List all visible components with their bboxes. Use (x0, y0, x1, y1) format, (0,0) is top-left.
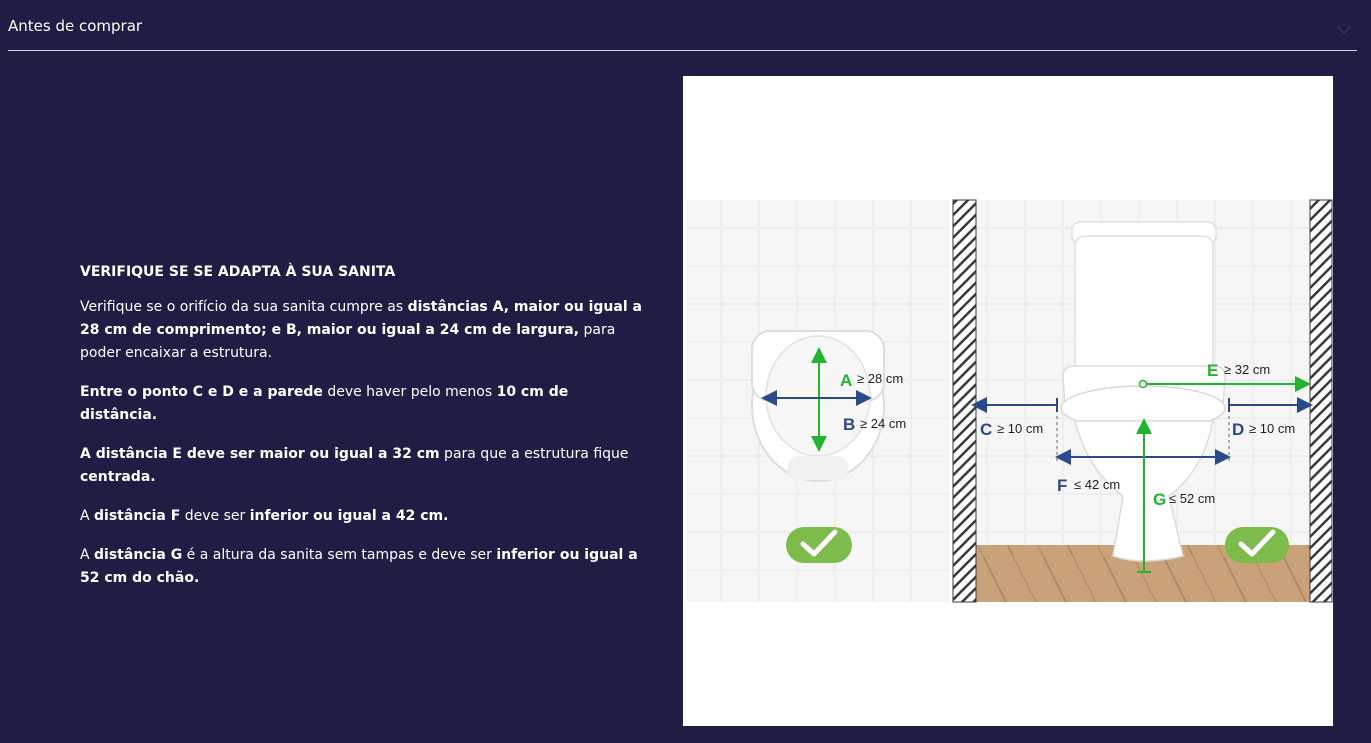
label-d-letter: D (1232, 420, 1245, 439)
section-heading: VERIFIQUE SE SE ADAPTA À SUA SANITA (80, 264, 396, 280)
label-f-value: ≤ 42 cm (1074, 477, 1121, 492)
text-run: deve haver pelo menos (322, 384, 497, 400)
label-d-value: ≥ 10 cm (1249, 421, 1296, 436)
accordion-header[interactable] (8, 0, 1357, 51)
text-run: para poder encaixar a estrutura. (80, 322, 616, 361)
label-e-letter: E (1207, 361, 1219, 380)
text-run: A (80, 547, 95, 563)
text-run: A (80, 508, 95, 524)
text-run: centrada. (80, 469, 156, 485)
accordion-title: Antes de comprar (8, 17, 143, 35)
text-run: 10 cm de distância. (80, 384, 569, 423)
label-e-value: ≥ 32 cm (1224, 362, 1271, 377)
label-g-value: ≤ 52 cm (1169, 491, 1216, 506)
text-run: para que a estrutura fique (439, 446, 629, 462)
paragraph-dimensions (80, 296, 650, 365)
paragraph-distance-cd (80, 381, 650, 427)
content-text (80, 262, 650, 606)
text-run: é a altura da sanita sem tampas e deve ser (182, 547, 497, 563)
label-b-letter: B (843, 415, 856, 434)
label-a-value: ≥ 28 cm (857, 371, 904, 386)
paragraph-distance-e (80, 443, 650, 489)
check-badge-icon (786, 527, 852, 563)
wall-right (1310, 200, 1332, 602)
label-f-letter: F (1057, 476, 1068, 495)
text-run: Entre o ponto C e D e a parede (80, 384, 323, 400)
text-run: A distância E deve ser maior ou igual a 32 cm (80, 446, 440, 462)
label-c-value: ≥ 10 cm (997, 421, 1044, 436)
paragraph-distance-g (80, 544, 650, 590)
label-c-letter: C (980, 420, 993, 439)
text-run: inferior ou igual a 42 cm. (249, 508, 449, 524)
wall-left (953, 200, 976, 602)
text-run: inferior ou igual a 52 cm do chão. (80, 547, 638, 586)
text-run: distâncias A, maior ou igual a 28 cm de comprimento; e B, maior ou igual a 24 cm de largura, (80, 299, 642, 338)
label-a-letter: A (840, 371, 853, 390)
text-run: distância F (94, 508, 181, 524)
fitting-diagram (683, 76, 1333, 726)
text-run: deve ser (180, 508, 250, 524)
text-run: Verifique se o orifício da sua sanita cumpre as (80, 299, 408, 315)
label-g-letter: G (1153, 490, 1167, 509)
paragraph-distance-f (80, 505, 650, 528)
text-run: distância G (94, 547, 183, 563)
label-b-value: ≥ 24 cm (860, 416, 907, 431)
chevron-down-icon[interactable] (1337, 20, 1351, 34)
check-badge-icon (1225, 527, 1289, 563)
